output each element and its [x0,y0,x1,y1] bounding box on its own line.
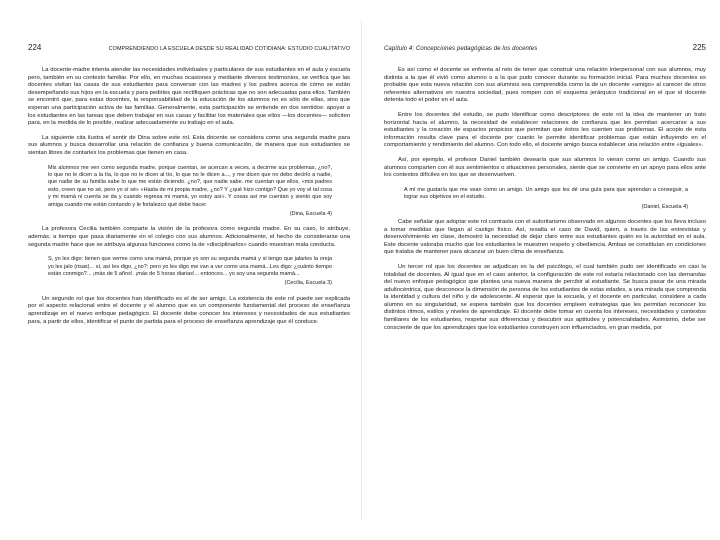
paragraph: Cabe señalar que adoptar este rol contrasta con el autoritarismo observado en algunos docentes que los lleva incluso a tomar medidas que llegan al castigo físico. Así, resalta el caso de David, quien, a través de las entrevistas y desenvolvimiento en clase, demostró la necesidad de dejar claro entre sus estudiantes quién es la autoridad en el aula. Este docente valoraba mucho que los estudiantes le muestren respeto y obediencia. Ambas se constituían en condiciones que trataba de mantener para alcanzar un buen clima de enseñanza. [384,218,706,256]
quote-attribution: (Daniel, Escuela 4) [641,203,688,210]
quote-text: A mí me gustaría que me vean como un amigo. Un amigo que les dé una guía para que aprendan a conseguir, a lograr sus objetivos en el estudio. [404,186,688,201]
block-quote [404,187,688,211]
paragraph: Un segundo rol que los docentes han identificado es el de ser amigo. La existencia de este rol puede ser explicada por el aspecto relacional entre el docente y el alumno que es un componente fundamental del proceso de enseñanza aprendizaje en el nuevo enfoque pedagógico. El docente debe conocer los intereses y necesidades de sus estudiantes para, a partir de ellos, identificar el punto de partida para el proceso de enseñanza aprendizaje que él conduce. [28,295,350,325]
right-page-header [384,44,706,53]
right-page [384,44,706,514]
quote-attribution: (Dina, Escuela 4) [289,210,332,217]
quote-text: S, yo les digo: tienen que verme como una mamá, porque yo son su segunda mamá y si tengo que jalarles la oreja yo les jalo (risas)... sí, así les digo, ¿no?; pero yo les digo me van a ver como una mamá...Les digo: ¿cuánto tiempo están conmigo?... ¡más de 5 años!. ¡más de 5 horas diarias!... entonces... yo soy una segunda mamá... [48,256,332,277]
paragraph: Entre los docentes del estudio, se pudo identificar como descriptores de este rol la idea de mantener un trato horizontal hacia el alumno, la necesidad de establecer relaciones de confianza que les permitan acercarse a sus estudiantes y la creación de espacios propicios que permitan que éstos les cuenten sus problemas. El acopio de esta información resulta clave para el docente por cuanto le permite identificar problemas que están influyendo en el comportamiento y rendimiento del alumno. Con todo ello, el docente amigo busca establecer una relación entre «iguales». [384,111,706,149]
paragraph: La docente-madre intenta atender las necesidades individuales y particulares de sus estudiantes en el aula y escuela pero, también en su contexto familiar. Por ello, en muchas ocasiones y mediante diversos testimonios, se verifica que las docentes visitan las casas de sus estudiantes para conversar con las madres y los padres acerca de cómo se están desempeñando sus hijos en la escuela y para pedirles que rectifiquen prácticas que no son adecuadas para ellos. También se encontró que, para estas docentes, la responsabilidad de la educación de los alumnos no es sólo de ellas, sino que esperan una participación activa de las familias. Generalmente, esta participación se entiende en dos sentidos: apoyar a los estudiantes en las tareas que deben trabajar en sus casas y facilitar los materiales que ellos —los docentes— soliciten para, en la medida de lo posible, realizar adecuadamente su trabajo en el aula. [28,67,350,127]
left-page-header [28,44,350,53]
paragraph: Un tercer rol que los docentes se adjudican es la del psicólogo, el cual también pudo ser identificado en casi la totalidad de docentes. Al igual que en el caso anterior, la configuración de este rol estaría relacionado con las demandas del nuevo enfoque pedagógico que plantea una nueva manera de percibir al estudiante. Se busca pasar de una mirada adultocéntrica, que desconoce la dimensión de persona de los estudiantes de estas edades, a una mirada que comprenda la identidad y cultura del niño y de adolescente. Al esperar que la escuela, y el docente en particular, considere a cada alumno en su singularidad, se espera también que los docentes empleen estrategias que les permitan reconocer los distintos ritmos, estilos y niveles de aprendizaje. El docente debe tomar en cuenta los intereses, necesidades y contextos familiares de los estudiantes, respetar sus diferencias y descubrir sus aptitudes y potencialidades. Asimismo, debe ser consciente de que los aprendizajes que los estudiantes construyen son influenciados, en gran medida, por [384,263,706,331]
paragraph: La profesora Cecilia también comparte la visión de la profesora como segunda madre. En su caso, lo atribuye, además, a tiempo que pasa diariamente en el colegio con sus alumnos. Adicionalmente, el hecho de considerarse una segunda madre hace que se atribuya algunas funciones como la de «disciplinarlos» cuando muestran mala conducta. [28,226,350,248]
paragraph: Así, por ejemplo, el profesor Daniel también desearía que sus alumnos lo vieran como un amigo. Cuando sus alumnos comparten con él sus sentimientos o situaciones personales, siente que se convierte en un apoyo para ellos ante los contextos difíciles en los que se desenvuelven. [384,156,706,179]
quote-attribution: (Cecilia, Escuela 3) [284,280,332,287]
page-number: 224 [28,44,42,52]
left-page [28,44,350,514]
quote-text: Mis alumnos me ven como segunda madre, porque cuentan, se acercan a veces, a decirme sus problemas, ¿no?, lo que no le dicen a la tía, lo que no le dicen al tío, lo que no le dicen a..., y me dicen que no debo decirlo a nadie, que nadie de su familia sabe lo que me están diciendo. ¿no?, que nadie sabe. me cuentan que ellos, «mis padres esto, creen que no sé, pero yo sí sé» «Hasta de mi propia madre, ¿no? Y ¿qué hizo contigo? Que yo voy el tal cosa y mi mamá ni cuenta se da y cuando regresa mi mamá, yo estoy así». Y cosas así me cuentan y siento que soy amiga cuando me están contando y le fortalezco qué debe hacer. [48,164,332,208]
running-head: Capítulo 4: Concepciones pedagógicas de los docentes [384,46,538,52]
paragraph: La siguiente cita ilustra el sentir de Dina sobre este rol. Esta docente se considera como una segunda madre para sus alumnos y busca desarrollar una relación de confianza y buena comunicación, de manera que sus estudiantes se sientan libres de contarles los problemas que tienen en casa. [28,134,350,156]
block-quote [48,256,332,288]
paragraph: Es así como el docente se enfrenta al reto de tener que construir una relación interpersonal con sus alumnos, muy distinta a la que él vivió como alumno o a la que pudo conocer durante su formación inicial. Para muchos docentes es probable que esta nueva relación con sus alumnos sea comprendida como la de un docente «amigo» al carecer de otros referentes alternativos en nuestra sociedad, pues rompen con el esquema jerárquico tradicional en el que el docente detenta todo el poder en el aula. [384,67,706,104]
running-head: COMPRENDIENDO LA ESCUELA DESDE SU REALIDAD COTIDIANA: ESTUDIO CUALITATIVO [108,46,350,52]
book-gutter [361,20,362,520]
page-number: 225 [692,44,706,52]
block-quote [48,165,332,219]
